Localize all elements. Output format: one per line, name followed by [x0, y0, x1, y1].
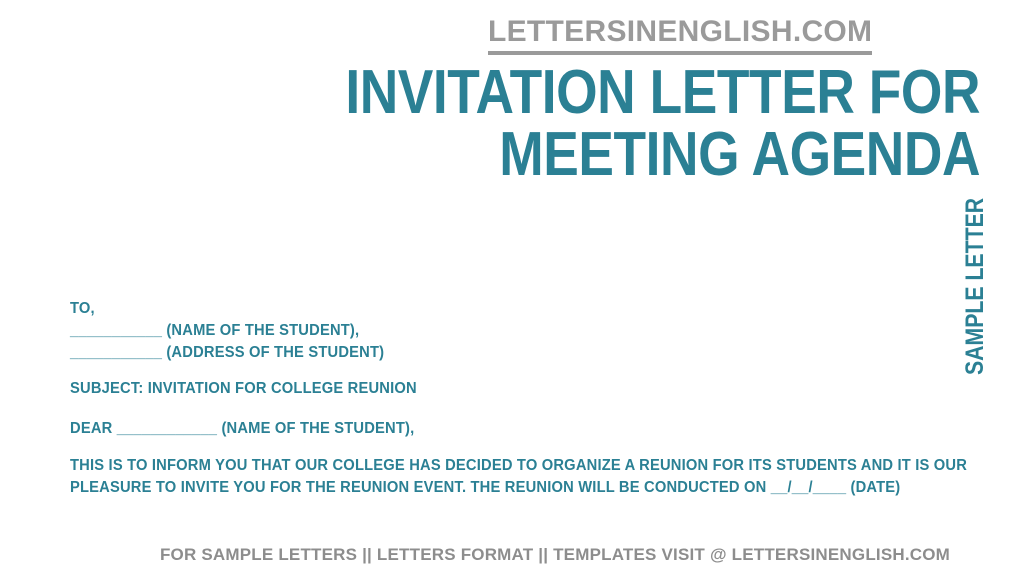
page-title-line2: MEETING AGENDA — [499, 120, 980, 189]
sample-letter-watermark: SAMPLE LETTER — [961, 197, 989, 375]
letter-recipient-address-line: ___________ (ADDRESS OF THE STUDENT) — [70, 344, 385, 361]
letter-salutation-line: DEAR ____________ (NAME OF THE STUDENT), — [70, 420, 415, 437]
letter-to-label: TO, — [70, 300, 95, 317]
letter-body — [70, 298, 972, 499]
letter-recipient-name-line: ___________ (NAME OF THE STUDENT), — [70, 322, 360, 339]
letter-body-paragraph: THIS IS TO INFORM YOU THAT OUR COLLEGE HAS DECIDED TO ORGANIZE A REUNION FOR ITS STUDENTS AND IT IS OUR PLEASURE TO INVITE YOU FOR THE REUNION EVENT. THE REUNION WILL BE CONDUCTED ON __/__/____ (DATE) — [70, 457, 968, 496]
page-title-line1: INVITATION LETTER FOR — [345, 58, 980, 127]
page-title — [345, 58, 980, 189]
footer-text: FOR SAMPLE LETTERS || LETTERS FORMAT || TEMPLATES VISIT @ LETTERSINENGLISH.COM — [159, 545, 951, 564]
letter-subject-line: SUBJECT: INVITATION FOR COLLEGE REUNION — [70, 380, 417, 397]
site-name-header: LETTERSINENGLISH.COM — [488, 15, 872, 55]
